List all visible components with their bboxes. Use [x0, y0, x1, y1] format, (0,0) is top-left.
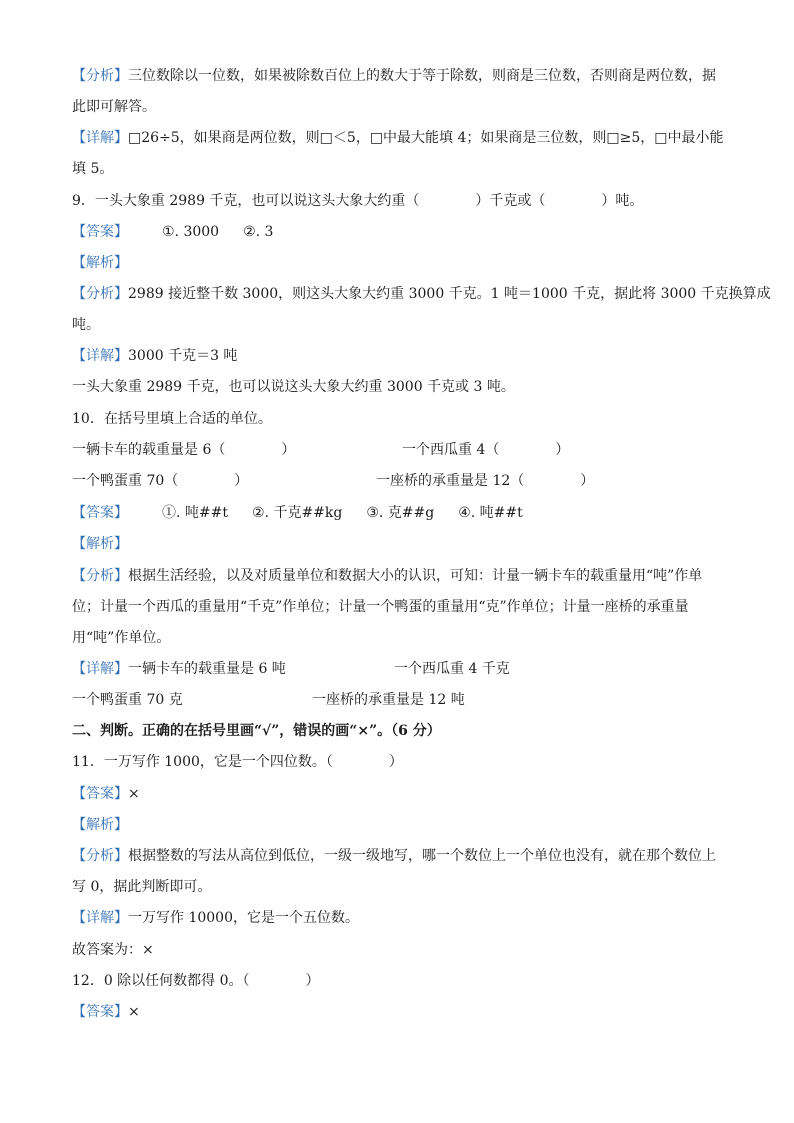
- q8-analysis-line-1: 【分析】三位数除以一位数，如果被除数百位上的数大于等于除数，则商是三位数，否则商是两位数，据: [72, 68, 716, 84]
- answer-item: ④. 吨##t: [458, 505, 523, 521]
- q10-item: 一辆卡车的载重量是 6（ ）: [72, 442, 296, 458]
- q10-detail-item: 一座桥的承重量是 12 吨: [312, 692, 465, 708]
- q11-stem: 11．一万写作 1000，它是一个四位数。（ ）: [72, 754, 403, 770]
- q12-answer: 【答案】×: [72, 1004, 140, 1020]
- q10-item: 一个鸭蛋重 70（ ）: [72, 473, 249, 489]
- detail-tag: 【详解】: [72, 130, 128, 146]
- answer-item: ②. 3: [243, 224, 274, 240]
- answer-item: ③. 克##g: [366, 505, 435, 521]
- q10-items-row-2: [72, 471, 732, 491]
- q10-item: 一个西瓜重 4（ ）: [402, 442, 570, 458]
- detail-tag: 【详解】: [72, 661, 128, 677]
- q11-conclusion: 故答案为：×: [72, 942, 154, 958]
- answer-tag: 【答案】: [72, 1004, 128, 1020]
- q9-detail-line-2: 一头大象重 2989 千克，也可以说这头大象大约重 3000 千克或 3 吨。: [72, 379, 515, 395]
- q9-analysis-line-1: 【分析】2989 接近整千数 3000，则这头大象大约重 3000 千克。1 吨＝1000 千克，据此将 3000 千克换算成: [72, 286, 771, 302]
- analysis-tag: 【分析】: [72, 848, 128, 864]
- q9-analysis-line-2: 吨。: [72, 317, 100, 333]
- q11-detail-line-1: 【详解】一万写作 10000，它是一个五位数。: [72, 910, 359, 926]
- analysis-tag: 【分析】: [72, 286, 128, 302]
- answer-item: ②. 千克##kg: [252, 505, 343, 521]
- answer-tag: 【答案】: [72, 505, 128, 521]
- q11-jiexi-tag: 【解析】: [72, 817, 128, 833]
- q10-detail-row-1: 【详解】一辆卡车的载重量是 6 吨 一个西瓜重 4 千克: [72, 661, 510, 677]
- q9-jiexi-tag: 【解析】: [72, 255, 128, 271]
- q10-items-row-1: [72, 440, 732, 460]
- q10-detail-item: 一个西瓜重 4 千克: [394, 661, 510, 677]
- detail-tag: 【详解】: [72, 348, 128, 364]
- q11-answer: 【答案】×: [72, 786, 140, 802]
- q12-stem: 12．0 除以任何数都得 0。（ ）: [72, 973, 320, 989]
- q10-jiexi-tag: 【解析】: [72, 536, 128, 552]
- analysis-tag: 【分析】: [72, 68, 128, 84]
- q10-analysis-line-2: 位；计量一个西瓜的重量用“千克”作单位；计量一个鸭蛋的重量用“克”作单位；计量一座桥的承重量: [72, 599, 689, 615]
- q10-detail-item: 一个鸭蛋重 70 克: [72, 692, 183, 708]
- q10-stem: 10．在括号里填上合适的单位。: [72, 411, 272, 427]
- analysis-tag: 【分析】: [72, 568, 128, 584]
- answer-tag: 【答案】: [72, 224, 128, 240]
- q8-detail-line-1: 【详解】□26÷5，如果商是两位数，则□＜5，□中最大能填 4；如果商是三位数，则□≥5，□中最小能: [72, 130, 724, 146]
- q9-answer: [72, 222, 732, 242]
- q10-detail-row-2: [72, 690, 732, 710]
- q10-answer: [72, 503, 732, 523]
- q9-detail-line-1: 【详解】3000 千克＝3 吨: [72, 348, 238, 364]
- answer-tag: 【答案】: [72, 786, 128, 802]
- answer-item: ①. 吨##t: [162, 505, 228, 521]
- q10-analysis-line-1: 【分析】根据生活经验，以及对质量单位和数据大小的认识，可知：计量一辆卡车的载重量用“吨”作单: [72, 568, 703, 584]
- q11-analysis-line-1: 【分析】根据整数的写法从高位到低位，一级一级地写，哪一个数位上一个单位也没有，就在那个数位上: [72, 848, 716, 864]
- q11-analysis-line-2: 写 0，据此判断即可。: [72, 879, 212, 895]
- q8-detail-line-2: 填 5。: [72, 161, 114, 177]
- detail-tag: 【详解】: [72, 910, 128, 926]
- q8-analysis-line-2: 此即可解答。: [72, 99, 156, 115]
- q10-analysis-line-3: 用“吨”作单位。: [72, 630, 171, 646]
- answer-item: ①. 3000: [162, 224, 220, 240]
- q10-item: 一座桥的承重量是 12（ ）: [376, 473, 595, 489]
- section-heading: 二、判断。正确的在括号里画“√”，错误的画“×”。（6 分）: [72, 723, 441, 739]
- q9-stem: 9．一头大象重 2989 千克，也可以说这头大象大约重（ ）千克或（ ）吨。: [72, 193, 644, 209]
